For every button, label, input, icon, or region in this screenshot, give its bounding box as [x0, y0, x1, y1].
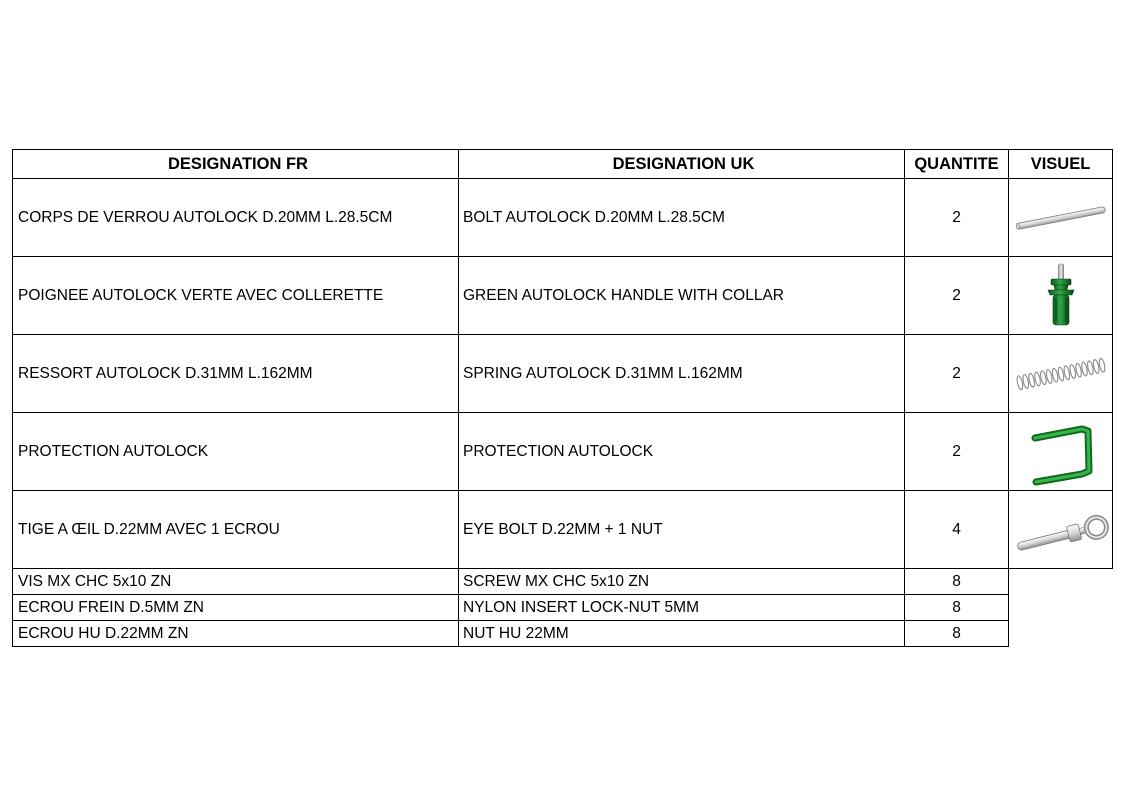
cell-quantity: 8 [905, 569, 1009, 594]
cell-designation-uk: PROTECTION AUTOLOCK [459, 413, 905, 490]
table-row [12, 595, 1009, 620]
cell-quantity: 2 [905, 257, 1009, 334]
table-row [12, 491, 1113, 568]
cell-quantity: 8 [905, 595, 1009, 620]
cell-designation-fr: PROTECTION AUTOLOCK [12, 413, 459, 490]
header-quantity: QUANTITE [905, 150, 1009, 178]
cell-designation-uk: SCREW MX CHC 5x10 ZN [459, 569, 905, 594]
table-header-row [12, 150, 1113, 178]
cell-visual [1009, 335, 1113, 412]
cell-designation-uk: SPRING AUTOLOCK D.31MM L.162MM [459, 335, 905, 412]
table-row [12, 569, 1009, 594]
table-row [12, 335, 1113, 412]
header-designation-uk: DESIGNATION UK [459, 150, 905, 178]
cell-designation-fr: RESSORT AUTOLOCK D.31MM L.162MM [12, 335, 459, 412]
cell-designation-uk: NYLON INSERT LOCK-NUT 5MM [459, 595, 905, 620]
table-row [12, 621, 1009, 646]
cell-quantity: 2 [905, 413, 1009, 490]
rod-icon [1013, 198, 1109, 238]
table-row [12, 413, 1113, 490]
cell-quantity: 8 [905, 621, 1009, 646]
cell-quantity: 4 [905, 491, 1009, 568]
cell-visual [1009, 491, 1113, 568]
table-row [12, 257, 1113, 334]
eye-bolt-icon [1013, 506, 1109, 554]
cell-visual [1009, 179, 1113, 256]
cell-designation-fr: POIGNEE AUTOLOCK VERTE AVEC COLLERETTE [12, 257, 459, 334]
cell-quantity: 2 [905, 335, 1009, 412]
table-border-bottom [12, 646, 1009, 647]
green-bracket-icon [1026, 418, 1096, 486]
cell-designation-uk: EYE BOLT D.22MM + 1 NUT [459, 491, 905, 568]
cell-designation-fr: ECROU FREIN D.5MM ZN [12, 595, 459, 620]
cell-designation-uk: BOLT AUTOLOCK D.20MM L.28.5CM [459, 179, 905, 256]
cell-designation-fr: TIGE A ŒIL D.22MM AVEC 1 ECROU [12, 491, 459, 568]
cell-visual [1009, 413, 1113, 490]
cell-designation-fr: CORPS DE VERROU AUTOLOCK D.20MM L.28.5CM [12, 179, 459, 256]
cell-designation-fr: ECROU HU D.22MM ZN [12, 621, 459, 646]
spring-icon [1013, 354, 1109, 394]
table-row [12, 179, 1113, 256]
green-handle-icon [1041, 262, 1081, 330]
cell-designation-uk: GREEN AUTOLOCK HANDLE WITH COLLAR [459, 257, 905, 334]
cell-visual [1009, 257, 1113, 334]
cell-designation-uk: NUT HU 22MM [459, 621, 905, 646]
cell-designation-fr: VIS MX CHC 5x10 ZN [12, 569, 459, 594]
header-designation-fr: DESIGNATION FR [12, 150, 459, 178]
header-visual: VISUEL [1009, 150, 1113, 178]
cell-quantity: 2 [905, 179, 1009, 256]
